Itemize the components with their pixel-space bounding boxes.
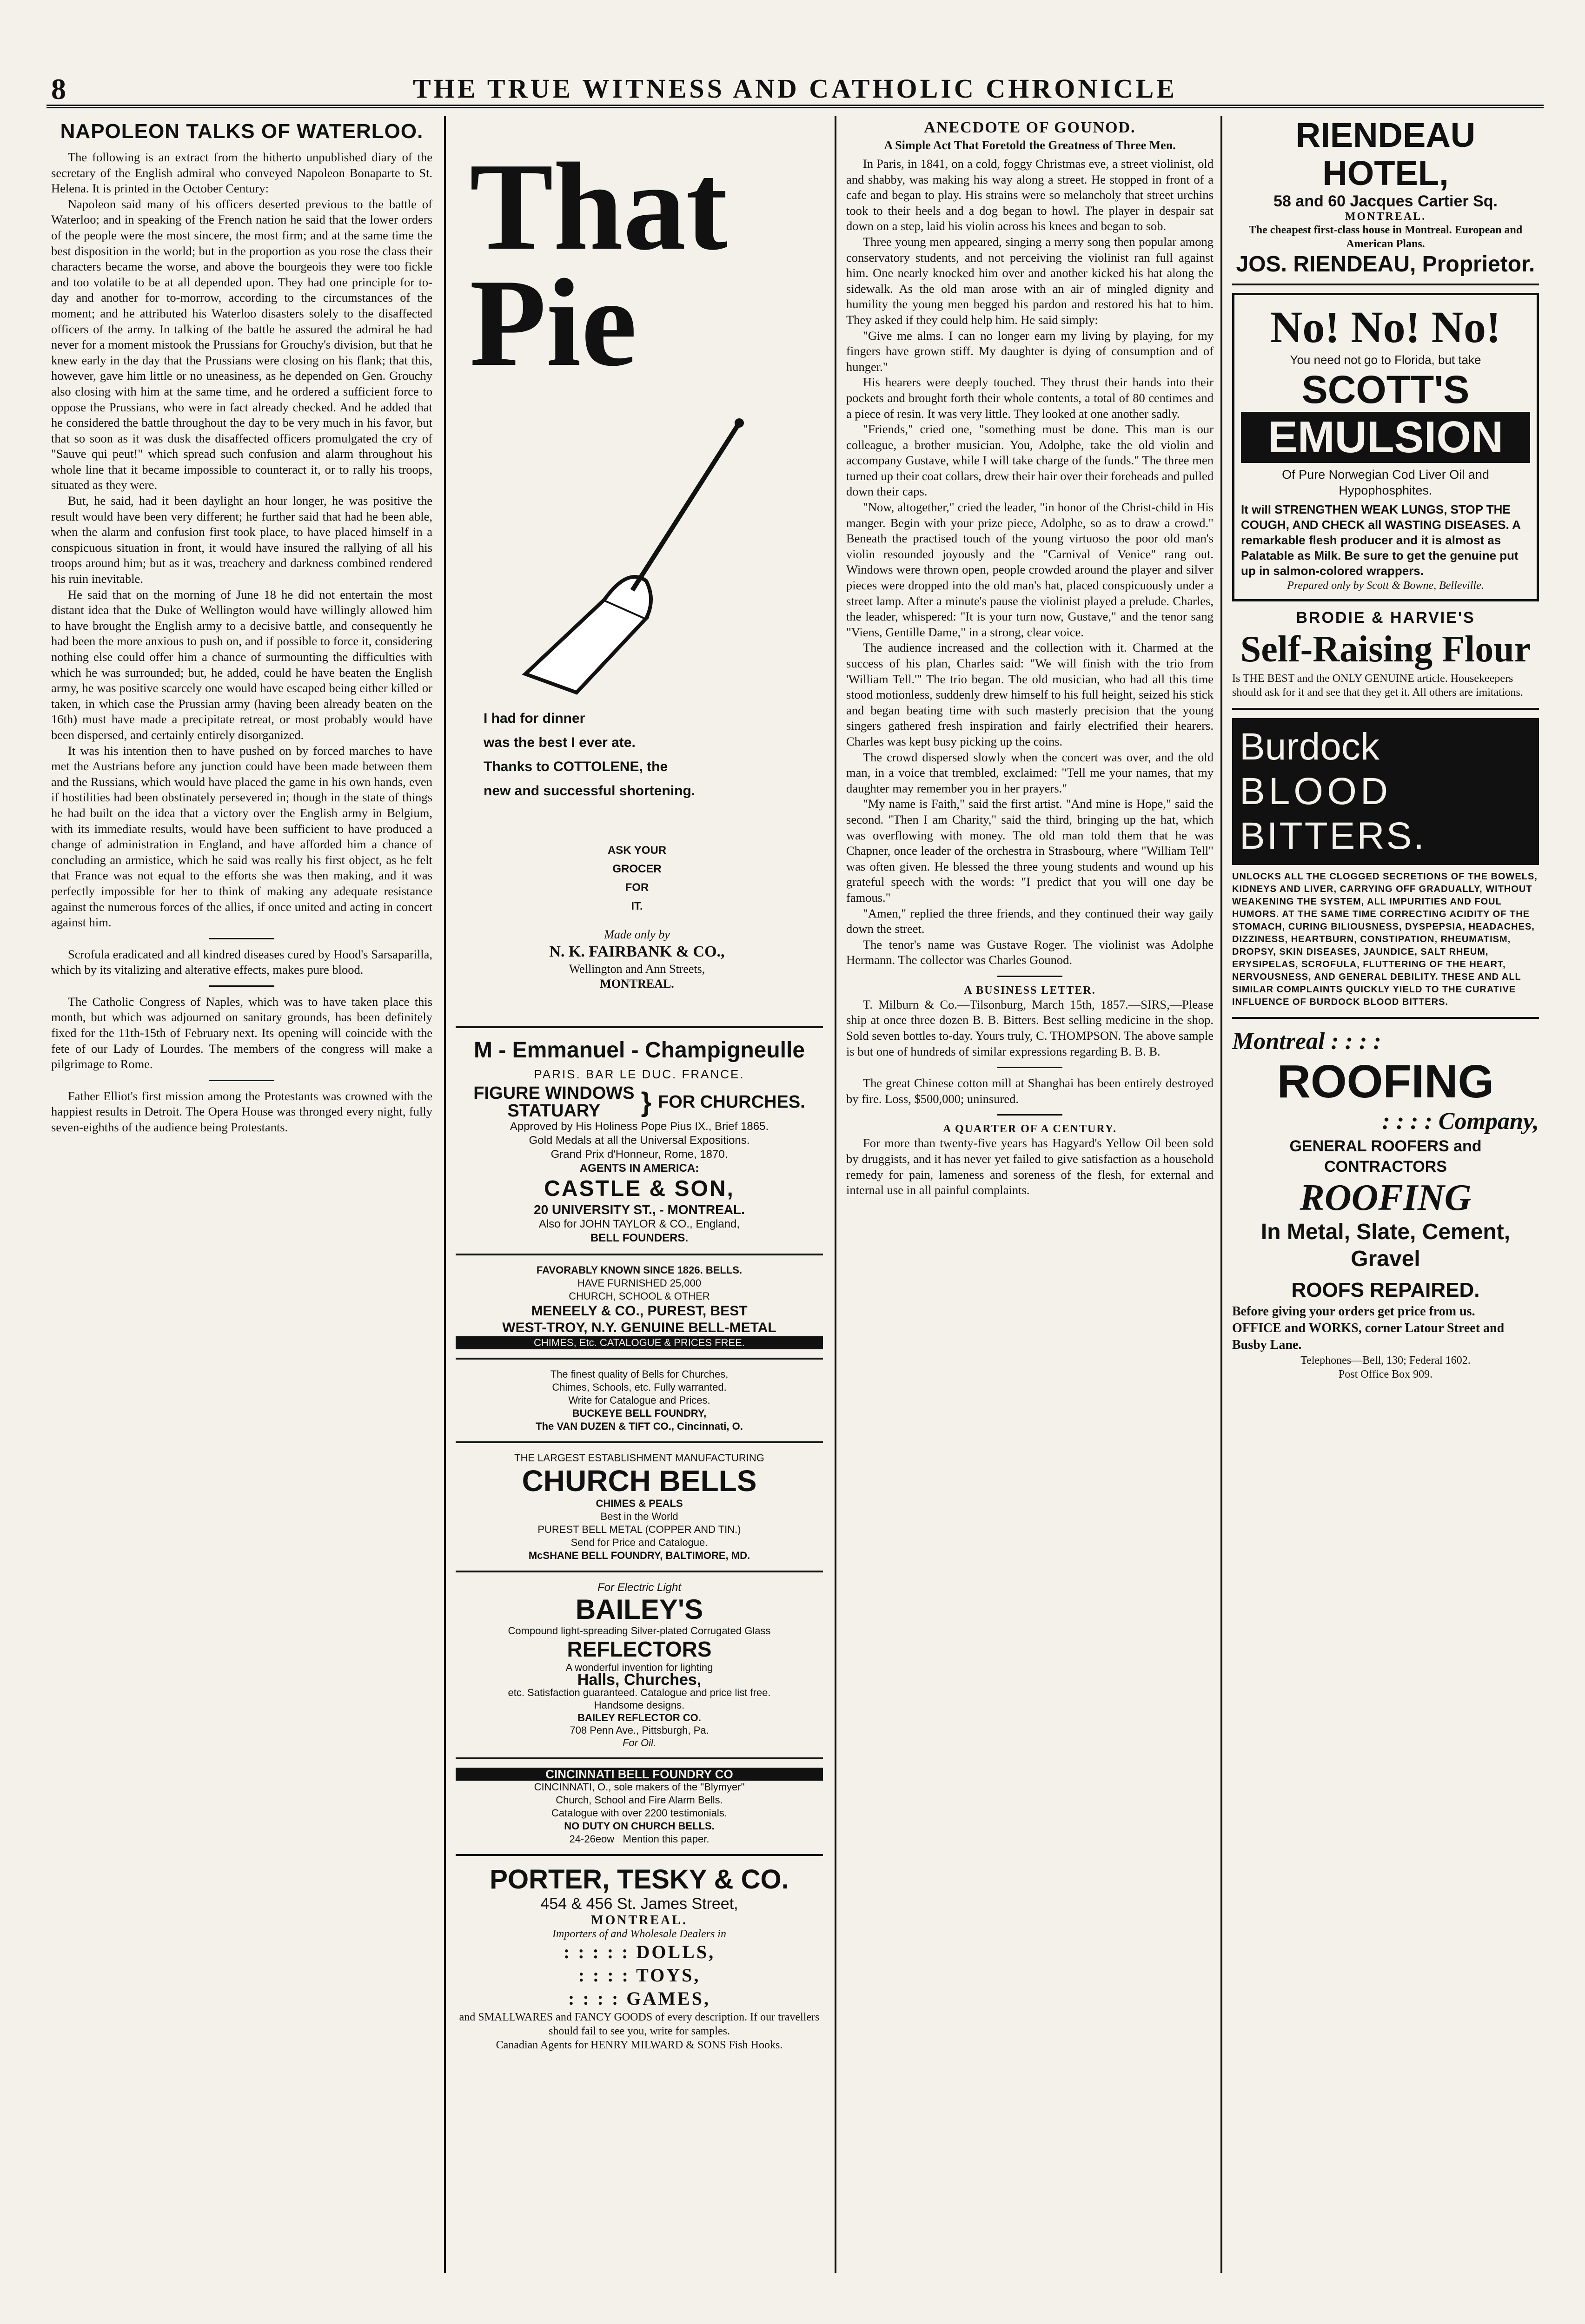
ad-line: : : : : GAMES, [568,1988,710,2009]
ad-line: Made only by [604,928,670,941]
ad-line: For Oil. [622,1737,657,1749]
ad-line: A wonderful invention for lighting [565,1662,713,1673]
ad-line: FAVORABLY KNOWN SINCE 1826. BELLS. [536,1264,743,1276]
mcshane-bells-ad [456,1452,823,1562]
ad-line: Church, School and Fire Alarm Bells. [556,1794,723,1806]
paragraph: The audience increased and the collection with it. Charmed at the success of his plan, Charles said: "We will finish with the trio from 'William Tell.'" The trio began. The old musician, who had all this time stood motionless, suddenly drew himself to his full height, seized his stick and began beating time with such masterly precision that the young singers gathered fresh inspiration and fairly electrified their hearers. Charles was kept busy picking up the coins. [846,640,1214,748]
ad-line: Importers of and Wholesale Dealers in [552,1928,726,1940]
ad-line: Write for Catalogue and Prices. [568,1394,710,1406]
paragraph: In Paris, in 1841, on a cold, foggy Christmas eve, a street violinist, old and shabby, was making his way along a street. He stopped in front of a cafe and began to play. His strains were so melancholy that street urchins took to their heels and a dog began to howl. The player in despair sat down on a step, laid his violin across his knees and began to sob. [846,157,1214,233]
ad-line: Handsome designs. [594,1699,685,1711]
ad-line: McSHANE BELL FOUNDRY, BALTIMORE, MD. [528,1550,750,1561]
article-headline: NAPOLEON TALKS OF WATERLOO. [60,120,424,143]
ad-headline: PORTER, TESKY & CO. [490,1864,789,1895]
paragraph: The following is an extract from the hitherto unpublished diary of the secretary of the English admiral who conveyed Napoleon Bonaparte to St. Helena. It is printed in the October Century: [51,150,432,196]
ad-line: BAILEY REFLECTOR CO. [577,1712,701,1723]
divider [209,938,274,939]
ad-line: Prepared only by Scott & Bowne, Belleville. [1287,580,1484,592]
article-subhead: A Simple Act That Foretold the Greatness of Three Men. [884,139,1176,152]
ad-line: ROOFING [1300,1177,1472,1218]
ad-line: new and successful shortening. [484,783,696,799]
divider [456,1441,823,1443]
meneely-bells-ad [456,1264,823,1349]
ad-line: FIGURE WINDOWS [473,1083,635,1103]
column-rule [444,116,446,2273]
column-rule [835,116,836,2273]
newspaper-title: THE TRUE WITNESS AND CATHOLIC CHRONICLE [412,73,1178,104]
ad-headline: No! No! No! [1270,302,1501,352]
ad-line: etc. Satisfaction guaranteed. Catalogue and price list free. [508,1687,771,1698]
ad-line: Chimes, Schools, etc. Fully warranted. [552,1381,727,1393]
ad-line: Is THE BEST and the ONLY GENUINE article. Housekeepers should ask for it and see that they get it. All others are imitations. [1232,673,1523,699]
paragraph: It was his intention then to have pushed on by forced marches to have met the Austrians before any junction could have been made between them and the Russians, which would have placed the game in his own hands, even if hostilities had been obstinately persevered in; though in the state of things he had built on the idea that a victory over the English army in Belgium, with its immediate results, would have been sufficient to have produced a change of administration in England, and have afforded him a chance of concluding an armistice, which he said was really his first object, as he felt that France was not equal to the efforts she was then making, and it was perfectly impossible for her to think of making any adequate resistance against the numerous forces of the allies, if once united and acting in concert against him. [51,743,432,930]
paragraph: "Now, altogether," cried the leader, "in honor of the Christ-child in His manger. Begin with your prize piece, Adolphe, so as to draw a crowd." Beneath the practised touch of the young virtuoso the poor old man's violin resounded joyously and the "Carnival of Venice" rang out. Windows were thrown open, people crowded around the player and silver pieces were dropped into the old man's hat, placed conspicuously under a street lamp. After a minute's pause the violinist played a prelude. Charles, the leader, whispered: "It is your turn now, Gustave," and the tenor sang "Viens, Gentille Dame," in a strong, clear voice. [846,500,1214,639]
ad-line: 24-26eow [569,1833,615,1845]
ad-line: STATUARY [507,1101,601,1121]
brodie-harvie-ad [1232,609,1539,700]
news-item: Father Elliot's first mission among the Protestants was crowned with the happiest results in Detroit. The Opera House was thronged every night, fully seven-eighths of the audience being Protestants. [51,1089,432,1135]
ad-line: BELL FOUNDERS. [590,1232,689,1244]
montreal-roofing-ad [1232,1027,1539,1381]
porter-tesky-ad [456,1864,823,2052]
ad-line: EMULSION [1241,412,1530,463]
ad-line: : : : : TOYS, [578,1965,701,1986]
ad-line: CHURCH, SCHOOL & OTHER [569,1290,710,1302]
article-headline: ANECDOTE OF GOUNOD. [924,119,1136,136]
ad-line: GROCER [612,863,662,875]
column-2 [456,116,823,2273]
ad-line: MONTREAL. [1345,211,1426,223]
paragraph: "Amen," replied the three friends, and they continued their way gaily down the street. [846,906,1214,936]
ad-line: It will STRENGTHEN WEAK LUNGS, STOP THE COUGH, AND CHECK all WASTING DISEASES. A remarkable flesh producer and it is almost as Palatable as Milk. Be sure to get the genuine put up in salmon-colored wrappers. [1241,502,1520,578]
ad-line: Post Office Box 909. [1338,1368,1433,1380]
paragraph: "Friends," cried one, "something must be done. This man is our colleague, a brother musician. You, Adolphe, take the old violin and accompany Gustave, while I will take charge of the funds." The three men turned up their coat collars, drew their hair over their foreheads and pulled down their caps. [846,422,1214,499]
article-napoleon [51,150,432,931]
ad-line: You need not go to Florida, but take [1290,353,1481,367]
column-1 [51,116,432,2273]
ad-line: PUREST BELL METAL (COPPER AND TIN.) [537,1524,741,1535]
ad-line: Mention this paper. [623,1833,710,1845]
ad-line: : : : : : DOLLS, [563,1941,716,1962]
paragraph: But, he said, had it been daylight an hour longer, he was positive the result would have been very different; he further said that had he been able, when the alarm and confusion first took place, to have placed himself in a conspicuous situation in front, it would have insured the rallying of all his troops around him; but as it was, treachery and darkness combined rendered his ruin inevitable. [51,494,432,586]
ad-line: MONTREAL. [600,977,674,990]
ad-line: WEST-TROY, N.Y. GENUINE BELL-METAL [502,1320,776,1335]
ad-line: Compound light-spreading Silver-plated Corrugated Glass [508,1625,771,1637]
divider [997,1114,1062,1116]
paragraph: His hearers were deeply touched. They thrust their hands into their pockets and brought forth their whole contents, a total of 80 centimes and a piece of resin. It was very little. They looked at one another sadly. [846,375,1214,421]
ad-line: UNLOCKS ALL THE CLOGGED SECRETIONS OF THE BOWELS, KIDNEYS AND LIVER, CARRYING OFF GRADUALLY, WITHOUT WEAKENING THE SYSTEM, ALL IMPURITIES AND FOUL HUMORS. AT THE SAME TIME CORRECTING ACIDITY OF THE STOMACH, CURING BILIOUSNESS, DYSPEPSIA, HEADACHES, DIZZINESS, HEARTBURN, CONSTIPATION, RHEUMATISM, DROPSY, SKIN DISEASES, JAUNDICE, SALT RHEUM, ERYSIPELAS, SCROFULA, FLUTTERING OF THE HEART, NERVOUSNESS, AND GENERAL DEBILITY. THESE AND ALL SIMILAR COMPLAINTS QUICKLY YIELD TO THE CURATIVE INFLUENCE OF BURDOCK BLOOD BITTERS. [1232,872,1538,1007]
ad-line: CASTLE & SON, [544,1176,735,1201]
ad-line: CINCINNATI, O., sole makers of the "Blymyer" [534,1781,745,1793]
ad-line: Grand Prix d'Honneur, Rome, 1870. [550,1148,728,1161]
news-item: T. Milburn & Co.—Tilsonburg, March 15th, 1857.—SIRS,—Please ship at once three dozen B. B. Bitters. Best selling medicine in the shop. Sold seven bottles to-day. Yours truly, C. THOMPSON. The above sample is but one of hundreds of similar expressions regarding B. B. B. [846,997,1214,1058]
news-item: For more than twenty-five years has Hagyard's Yellow Oil been sold by druggists, and it has never yet failed to give satisfaction as a household remedy for pain, lameness and soreness of the flesh, for external and internal use in all painful complaints. [846,1136,1214,1197]
divider [456,1757,823,1759]
divider [1232,708,1539,710]
divider [456,1026,823,1028]
ad-line: 454 & 456 St. James Street, [540,1895,738,1913]
ad-line: Wellington and Ann Streets, [569,962,705,976]
ad-line: CHIMES, Etc. CATALOGUE & PRICES FREE. [456,1336,823,1349]
item-heading: A QUARTER OF A CENTURY. [943,1123,1117,1136]
ad-headline: RIENDEAU HOTEL, [1295,116,1476,192]
ad-line: Best in the World [600,1511,678,1522]
ad-line: FOR CHURCHES. [658,1092,805,1112]
ad-line: MONTREAL. [591,1913,688,1928]
ad-line: ROOFS REPAIRED. [1291,1279,1480,1301]
paragraph: "My name is Faith," said the first artist. "And mine is Hope," said the second. "Then I am Charity," said the third, bringing up the hat, which was overflowing with money. The old man told them that he was Chapner, once leader of the orchestra in Strasbourg, where "William Tell" was often given. He blessed the three young students and wound up his grateful speech with the words: "I predict that you will one day be famous." [846,797,1214,905]
item-heading: A BUSINESS LETTER. [964,984,1096,997]
column-4 [1232,116,1539,2273]
ad-line: CHURCH BELLS [522,1464,757,1498]
page-number: 8 [51,73,66,106]
divider [1232,1017,1539,1019]
ad-line: JOS. RIENDEAU, Proprietor. [1236,252,1535,277]
column-rule [1220,116,1222,2273]
ad-line: Gold Medals at all the Universal Expositions. [529,1134,750,1147]
ad-headline: Self-Raising Flour [1240,629,1531,670]
riendeau-hotel-ad [1232,116,1539,285]
ad-line: BRODIE & HARVIE'S [1296,609,1475,627]
ad-company: N. K. FAIRBANK & CO., [549,943,725,960]
ad-line: Montreal : : : : [1232,1028,1381,1055]
paragraph: Three young men appeared, singing a merry song then popular among conservatory students, and not perceiving the violinist ran full against him. One nearly knocked him over and another kicked his hat along the sidewalk. As the old man arose with an air of mingled dignity and humility the young men begged his pardon and restored his hat to him. They asked if they could help him. He said simply: [846,234,1214,327]
ad-line: 58 and 60 Jacques Cartier Sq. [1273,192,1498,210]
ad-line: CHIMES & PEALS [596,1498,683,1509]
ad-line: Send for Price and Catalogue. [570,1537,708,1548]
paragraph: The tenor's name was Gustave Roger. The violinist was Adolphe Hermann. The collector was Charles Gounod. [846,937,1214,967]
masthead [46,72,1544,108]
ad-headline: That Pie [470,137,728,392]
ad-line: Also for JOHN TAYLOR & CO., England, [538,1218,740,1230]
ad-line: The finest quality of Bells for Churches, [550,1368,729,1380]
ad-line: 708 Penn Ave., Pittsburgh, Pa. [570,1724,709,1736]
ad-line: ASK YOUR [607,844,667,857]
ad-headline: BITTERS. [1240,815,1426,857]
ad-line: Approved by His Holiness Pope Pius IX., Brief 1865. [510,1120,769,1133]
ad-line: Canadian Agents for HENRY MILWARD & SONS Fish Hooks. [496,2039,783,2051]
champigneulle-ad: M - Emmanuel - Champigneulle PARIS. BAR LE DUC. FRANCE. FIGURE WINDOWS STATUARY } FOR CHURCHES. Approved by His Holiness Pope Pius IX., Brief 1865. Gold Medals at all the Universal Expositions. Grand Prix d'Honneur, Rome, 1870. AGENTS IN AMERICA: CASTLE & SON, 20 UNIVERSITY ST., - MONTREAL. Also for JOHN TAYLOR & CO., England, BELL FOUNDERS. [456,1037,823,1245]
ad-line: GENERAL ROOFERS and CONTRACTORS [1289,1137,1482,1175]
divider [997,976,1062,977]
ad-headline: Burdock [1240,726,1379,768]
ad-line: I had for dinner [484,711,585,726]
news-item: The great Chinese cotton mill at Shanghai has been entirely destroyed by fire. Loss, $500,000; uninsured. [846,1076,1214,1106]
ad-line: AGENTS IN AMERICA: [579,1162,699,1175]
cottolene-ad [456,116,823,1018]
ad-headline: ROOFING [1277,1056,1494,1108]
divider [997,1067,1062,1068]
ad-line: HAVE FURNISHED 25,000 [577,1277,702,1289]
paragraph: The crowd dispersed slowly when the concert was over, and the old man, in a voice that trembled, exclaimed: "Tell me your names, that my daughter may remember you in her prayers." [846,750,1214,795]
divider [456,1571,823,1572]
news-item: Scrofula eradicated and all kindred diseases cured by Hood's Sarsaparilla, which by its vitalizing and alterative effects, makes pure blood. [51,947,432,977]
divider [209,1080,274,1081]
ad-line: SCOTT'S [1301,368,1470,411]
paragraph: "Give me alms. I can no longer earn my living by playing, for my fingers have grown stiff. My daughter is dying of consumption and of hunger." [846,328,1214,374]
paragraph: Napoleon said many of his officers deserted previous to the battle of Waterloo; and in speaking of the French nation he said that the lower orders of the people were the most sincere, the most firm; and at the same time the best disposition in the world; but in the proportion as you rose the class their characters became the worse, and above the bourgeois they were too fickle and too volatile to be at all depended upon. They had one principle for to-day and another for to-morrow, according to the circumstances of the moment; and he attributed his Waterloo disasters solely to the disaffected officers of the army. In talking of the battle he assured the admiral he had never for a moment mistook the Prussians for Grouchy's division, but that he knew early in the day that the Prussians were closing on his flank; that this, however, gave him little or no uneasiness, as he depended on Gen. Grouchy also closing with him at the same time, and he ordered a sufficient force to oppose the Prussians, who were in fact already checked. And he added that he considered the battle throughout the day to be very much in his favor, but that so soon as it was dusk the disaffected officers promulgated the cry of "Sauve qui peut!" which spread such confusion and alarm throughout his whole line that it became impossible to counteract it, or to rally his troops, situated as they were. [51,197,432,492]
ad-line: The cheapest first-class house in Montreal. European and American Plans. [1248,224,1523,250]
ad-line: REFLECTORS [567,1637,712,1661]
ad-line: and SMALLWARES and FANCY GOODS of every description. If our travellers should fail to see you, write for samples. [459,2011,820,2037]
scotts-emulsion-ad [1232,293,1539,601]
ad-line: : : : : Company, [1382,1108,1539,1135]
ad-line: In Metal, Slate, Cement, Gravel [1260,1220,1511,1271]
divider [456,1254,823,1255]
ad-line: Telephones—Bell, 130; Federal 1602. [1300,1354,1471,1367]
ad-line: CINCINNATI BELL FOUNDRY CO [456,1768,823,1781]
ad-headline: M - Emmanuel - Champigneulle [473,1038,805,1063]
bailey-reflectors-ad [456,1581,823,1749]
ad-line: BAILEY'S [575,1594,703,1625]
ad-line: Halls, Churches, [577,1671,702,1689]
ad-line: NO DUTY ON CHURCH BELLS. [564,1820,715,1832]
ad-line: Thanks to COTTOLENE, the [484,759,668,774]
cincinnati-bell-ad [456,1768,823,1846]
ad-line: was the best I ever ate. [484,735,636,750]
paragraph: He said that on the morning of June 18 he did not entertain the most distant idea that the Duke of Wellington would have willingly allowed him to have brought the English army to a decisive battle, and consequently he had been the more anxious to push on, and if possible to force it, considering nothing else could offer him a chance of surmounting the difficulties with which he was surrounded; but, he added, could he have beaten the English army, he was positive scarcely one would have escaped being either killed or taken, in which case the Prussian army (having been already beaten on the 16th) must have made a precipitate retreat, or most probably would have been dispersed, and certainly entirely disorganized. [51,587,432,742]
ad-line: MENEELY & CO., PUREST, BEST [531,1303,748,1319]
ad-line: Before giving your orders get price from us. [1232,1304,1475,1319]
news-item: The Catholic Congress of Naples, which was to have taken place this month, but which was adjourned on sanitary grounds, has been definitely fixed for the 11th-15th of February next. Its opening will coincide with the fete of our Lady of Lourdes. The members of the congress will make a pilgrimage to Rome. [51,994,432,1071]
pen-hand-illustration [507,414,749,702]
ad-line: Catalogue with over 2200 testimonials. [551,1807,727,1819]
ad-line: PARIS. BAR LE DUC. FRANCE. [534,1067,745,1081]
ad-line: IT. [631,900,643,912]
ad-line: THE LARGEST ESTABLISHMENT MANUFACTURING [514,1452,764,1464]
article-gounod [846,156,1214,968]
divider [456,1854,823,1856]
buckeye-bells-ad [456,1368,823,1433]
ad-headline: BLOOD [1240,770,1392,812]
ad-line: 20 UNIVERSITY ST., - MONTREAL. [534,1202,745,1217]
divider [456,1358,823,1360]
ad-line: Of Pure Norwegian Cod Liver Oil and Hypophosphites. [1282,468,1489,497]
ad-line: For Electric Light [597,1581,682,1594]
column-3 [846,116,1214,2273]
ad-line: The VAN DUZEN & TIFT CO., Cincinnati, O. [536,1420,743,1432]
ad-line: FOR [625,881,649,894]
burdock-blood-bitters-ad [1232,718,1539,1009]
divider [209,985,274,987]
ad-line: BUCKEYE BELL FOUNDRY, [572,1407,707,1419]
ad-line: OFFICE and WORKS, corner Latour Street and Busby Lane. [1232,1321,1505,1352]
